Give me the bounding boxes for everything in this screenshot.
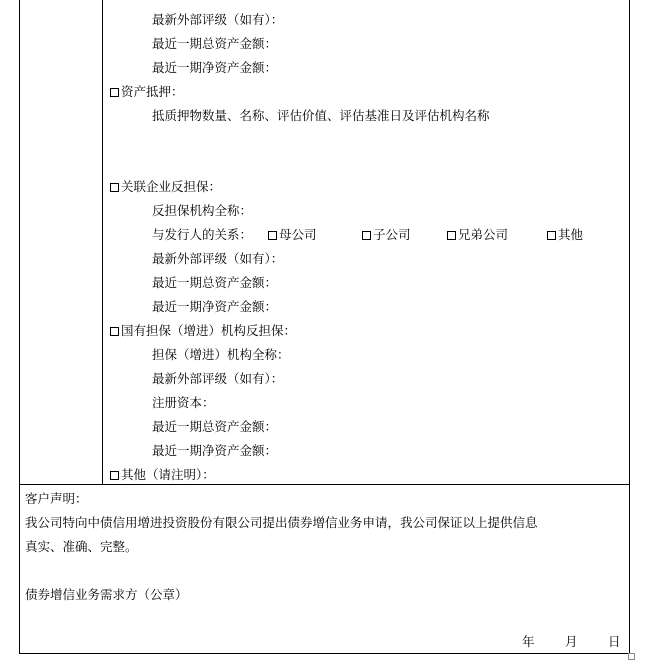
- net-assets-label: 最近一期净资产金额：: [152, 299, 278, 314]
- relation-parent-label: 母公司: [279, 227, 317, 242]
- guarantor-name-label: 担保（增进）机构全称：: [152, 347, 290, 362]
- date-month-label: 月: [565, 634, 578, 649]
- related-guarantee-option[interactable]: [110, 179, 221, 195]
- declaration-text-line1: 我公司特向中债信用增进投资股份有限公司提出债券增信业务申请，我公司保证以上提供信息: [25, 515, 538, 530]
- state-guarantee-label: 国有担保（增进）机构反担保：: [121, 323, 297, 338]
- relation-sub-label: 子公司: [373, 227, 411, 242]
- relation-label: 与发行人的关系：: [152, 227, 253, 242]
- declaration-text-line2: 真实、准确、完整。: [25, 539, 138, 554]
- related-guarantee-checkbox[interactable]: [110, 183, 119, 192]
- latest-rating-label: 最新外部评级（如有）：: [152, 251, 284, 266]
- registered-capital-label: 注册资本：: [152, 395, 215, 410]
- total-assets-label: 最近一期总资产金额：: [152, 275, 278, 290]
- latest-rating-label: 最新外部评级（如有）：: [152, 371, 284, 386]
- relation-sub-option[interactable]: [362, 227, 411, 243]
- declaration-title: 客户声明：: [25, 491, 88, 506]
- other-label: 其他（请注明）：: [121, 467, 215, 482]
- applicant-seal-label: 债券增信业务需求方（公章）: [25, 587, 188, 602]
- relation-sibling-checkbox[interactable]: [447, 231, 456, 240]
- date-year-label: 年: [522, 634, 535, 649]
- latest-rating-label: 最新外部评级（如有）：: [152, 12, 284, 27]
- related-guarantee-label: 关联企业反担保：: [121, 179, 222, 194]
- counter-guarantor-name-label: 反担保机构全称：: [152, 203, 253, 218]
- date-day-label: 日: [608, 634, 621, 649]
- relation-parent-option[interactable]: [268, 227, 317, 243]
- state-guarantee-option[interactable]: [110, 323, 296, 339]
- table-resize-handle[interactable]: [628, 653, 635, 660]
- total-assets-label: 最近一期总资产金额：: [152, 419, 278, 434]
- asset-pledge-label: 资产抵押：: [121, 84, 184, 99]
- state-guarantee-checkbox[interactable]: [110, 327, 119, 336]
- asset-pledge-option[interactable]: [110, 84, 184, 100]
- net-assets-label: 最近一期净资产金额：: [152, 443, 278, 458]
- other-option[interactable]: [110, 467, 215, 483]
- column-divider: [102, 0, 103, 484]
- asset-pledge-checkbox[interactable]: [110, 88, 119, 97]
- total-assets-label: 最近一期总资产金额：: [152, 36, 278, 51]
- relation-parent-checkbox[interactable]: [268, 231, 277, 240]
- relation-other-checkbox[interactable]: [547, 231, 556, 240]
- pledge-detail-label: 抵质押物数量、名称、评估价值、评估基准日及评估机构名称: [152, 108, 490, 123]
- relation-sibling-label: 兄弟公司: [458, 227, 509, 242]
- net-assets-label: 最近一期净资产金额：: [152, 60, 278, 75]
- relation-other-label: 其他: [558, 227, 584, 242]
- relation-sub-checkbox[interactable]: [362, 231, 371, 240]
- other-checkbox[interactable]: [110, 471, 119, 480]
- row-divider: [19, 484, 630, 485]
- relation-other-option[interactable]: [547, 227, 583, 243]
- relation-sibling-option[interactable]: [447, 227, 508, 243]
